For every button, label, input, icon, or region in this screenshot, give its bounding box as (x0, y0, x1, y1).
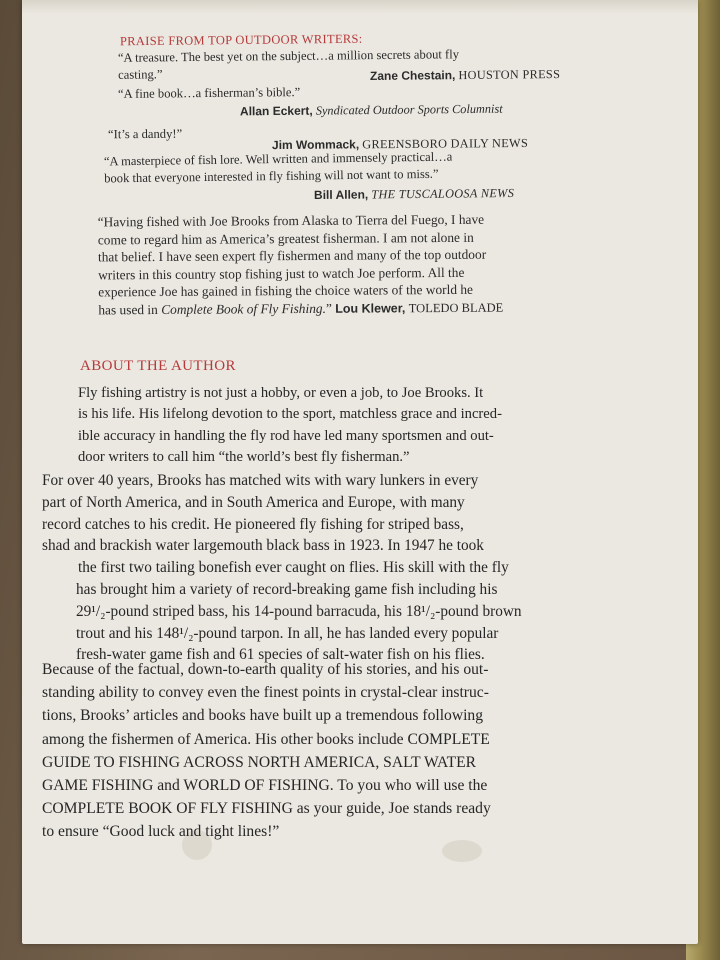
paragraph-line: shad and brackish water largemouth black bass in 1923. In 1947 he took (42, 537, 484, 555)
quote-author: Bill Allen, (313, 187, 369, 203)
quote-source: TOLEDO BLADE (408, 300, 504, 316)
paragraph-line: among the fishermen of America. His other books include COMPLETE (42, 730, 490, 748)
paragraph-line: COMPLETE BOOK OF FLY FISHING as your guide, Joe stands ready (42, 800, 491, 818)
quote-line: “A fine book…a fisherman’s bible.” (117, 85, 301, 101)
paragraph-line: to ensure “Good luck and tight lines!” (42, 823, 280, 841)
praise-heading: PRAISE FROM TOP OUTDOOR WRITERS: (119, 31, 363, 49)
paragraph-line: tions, Brooks’ articles and books have built up a tremendous following (42, 707, 484, 725)
paragraph-line: Because of the factual, down-to-earth quality of his stories, and his out- (42, 661, 489, 678)
quote-source: THE TUSCALOOSA NEWS (371, 185, 515, 202)
paragraph-line: record catches to his credit. He pioneered fly fishing for striped bass, (42, 515, 464, 533)
book-back-cover (22, 0, 698, 944)
paragraph-line: ible accuracy in handling the fly rod have led many sportsmen and out- (78, 427, 494, 444)
paragraph-line: Fly fishing artistry is not just a hobby, or even a job, to Joe Brooks. It (78, 385, 484, 401)
paragraph-line: is his life. His lifelong devotion to the sport, matchless grace and incred- (78, 406, 502, 423)
about-paragraph-1 (78, 383, 502, 469)
quote-5 (98, 211, 504, 320)
quote-1-attribution (370, 67, 560, 84)
about-heading: ABOUT THE AUTHOR (80, 358, 236, 374)
quote-source: HOUSTON PRESS (458, 67, 561, 83)
quote-source: Syndicated Outdoor Sports Columnist (315, 101, 503, 118)
quote-line: come to regard him as America’s greatest fisherman. I am not alone in (97, 229, 474, 248)
paragraph-line: For over 40 years, Brooks has matched wits with wary lunkers in every (42, 472, 479, 489)
quote-2-attribution (240, 102, 503, 120)
paragraph-line: GAME FISHING and WORLD OF FISHING. To you who will use the (42, 777, 488, 795)
quote-3 (108, 126, 182, 143)
quote-author: Allan Eckert, (239, 103, 313, 119)
about-paragraph-3 (42, 658, 491, 844)
quote-line: writers in this country stop fishing just to watch Joe perform. All the (98, 264, 465, 283)
paragraph-line: GUIDE TO FISHING ACROSS NORTH AMERICA, SALT WATER (42, 753, 477, 771)
paragraph-line: has brought him a variety of record-breaking game fish including his (76, 580, 498, 598)
quote-last-suffix: ” (325, 300, 332, 316)
paragraph-line: fresh-water game fish and 61 species of salt-water fish on his flies. (76, 646, 485, 664)
quote-line: “Having fished with Joe Brooks from Alaska to Tierra del Fuego, I have (97, 211, 485, 230)
quote-source: GREENSBORO DAILY NEWS (362, 135, 529, 152)
cover-top-edge (22, 0, 698, 14)
quote-last-line (98, 299, 503, 320)
quote-author: Jim Wommack, (271, 137, 360, 153)
quote-4-attribution (314, 186, 514, 203)
quote-line: experience Joe has gained in fishing the choice waters of the world he (98, 282, 474, 300)
paragraph-line: standing ability to convey even the finest points in crystal-clear instruc- (42, 684, 489, 702)
quote-line: “It’s a dandy!” (107, 126, 183, 142)
quote-line: casting.” (118, 66, 163, 82)
quote-line: book that everyone interested in fly fishing will not want to miss.” (104, 166, 439, 185)
quote-2 (118, 84, 300, 102)
paragraph-line: part of North America, and in South America and Europe, with many (42, 493, 465, 511)
paragraph-line: the first two tailing bonefish ever caught on flies. His skill with the fly (78, 559, 509, 577)
paragraph-line: 29¹/₂-pound striped bass, his 14-pound barracuda, his 18¹/₂-pound brown (76, 602, 522, 620)
quote-line: that belief. I have seen expert fly fishermen and many of the top outdoor (97, 246, 487, 265)
quote-author: Lou Klewer, (335, 301, 406, 316)
paragraph-line: trout and his 148¹/₂-pound tarpon. In all, he has landed every popular (76, 624, 499, 642)
quote-4 (104, 149, 453, 187)
quote-author: Zane Chestain, (369, 68, 456, 83)
quote-last-prefix: has used in (98, 301, 162, 318)
quote-line: “A masterpiece of fish lore. Well written and immensely practical…a (103, 149, 453, 169)
quote-line: “A treasure. The best yet on the subject…a million secrets about fly (117, 47, 460, 65)
book-title-mention: Complete Book of Fly Fishing. (161, 300, 326, 317)
about-paragraph-2 (42, 470, 522, 666)
paragraph-line: door writers to call him “the world’s best fly fisherman.” (78, 449, 410, 466)
